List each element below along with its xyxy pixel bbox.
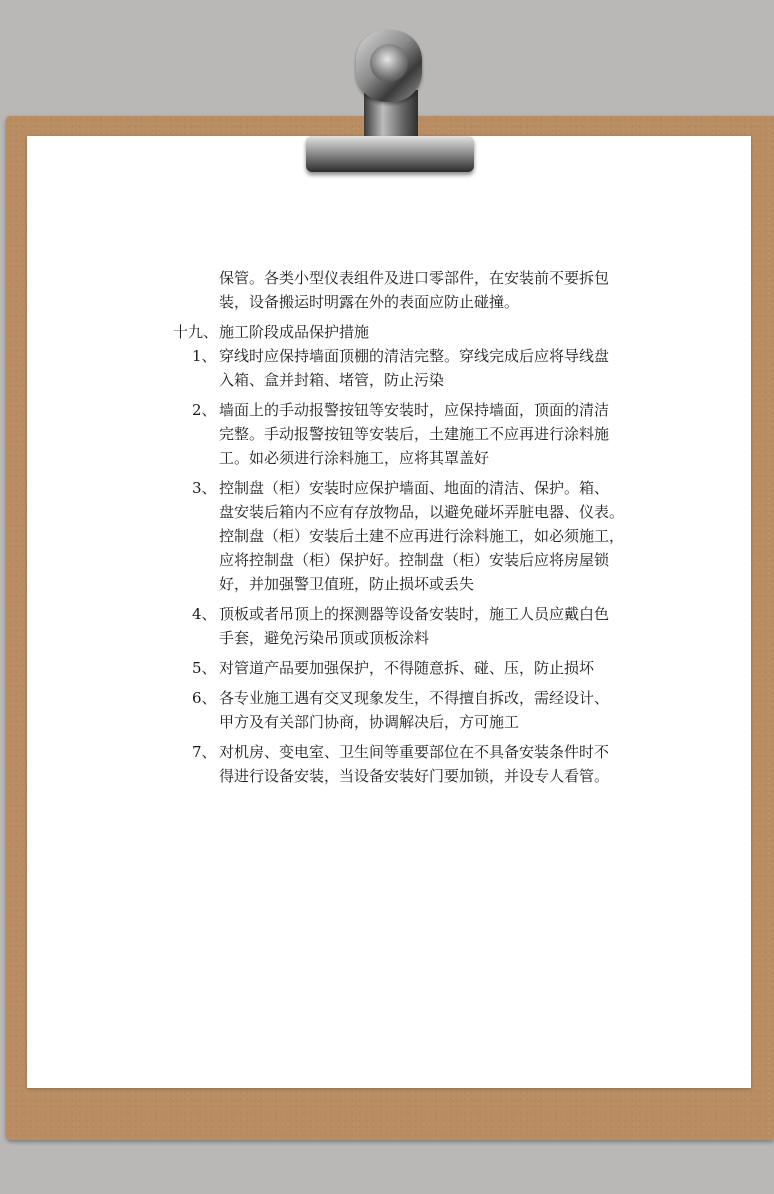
list-item-number: 5、 xyxy=(192,659,217,677)
list-item-line: 控制盘（柜）安装后土建不应再进行涂料施工，如必须施工， xyxy=(219,527,625,545)
intro-line: 保管。各类小型仪表组件及进口零部件，在安装前不要拆包 xyxy=(219,269,610,287)
list-item-line: 得进行设备安装，当设备安装好门要加锁，并设专人看管。 xyxy=(219,767,610,785)
list-item-line: 对管道产品要加强保护，不得随意拆、碰、压，防止损坏 xyxy=(219,659,595,677)
list-item-line: 墙面上的手动报警按钮等安装时，应保持墙面，顶面的清洁 xyxy=(219,401,610,419)
list-item-line: 应将控制盘（柜）保护好。控制盘（柜）安装后应将房屋锁 xyxy=(219,551,610,569)
list-item-line: 甲方及有关部门协商，协调解决后，方可施工 xyxy=(219,713,520,731)
list-item-line: 对机房、变电室、卫生间等重要部位在不具备安装条件时不 xyxy=(219,743,610,761)
list-item-number: 1、 xyxy=(192,347,217,365)
list-item-line: 手套，避免污染吊顶或顶板涂料 xyxy=(219,629,430,647)
section-number: 十九、 xyxy=(173,323,219,341)
list-item-line: 顶板或者吊顶上的探测器等设备安装时，施工人员应戴白色 xyxy=(219,605,610,623)
list-item-line: 控制盘（柜）安装时应保护墙面、地面的清洁、保护。箱、 xyxy=(219,479,610,497)
list-item-line: 完整。手动报警按钮等安装后，土建施工不应再进行涂料施 xyxy=(219,425,610,443)
section-title: 施工阶段成品保护措施 xyxy=(219,323,370,341)
list-item-line: 工。如必须进行涂料施工，应将其罩盖好 xyxy=(219,449,490,467)
intro-line: 装，设备搬运时明露在外的表面应防止碰撞。 xyxy=(219,293,520,311)
list-item-line: 各专业施工遇有交叉现象发生，不得擅自拆改，需经设计、 xyxy=(219,689,610,707)
list-item-number: 3、 xyxy=(192,479,217,497)
list-item-line: 穿线时应保持墙面顶棚的清洁完整。穿线完成后应将导线盘 xyxy=(219,347,610,365)
list-item-number: 4、 xyxy=(192,605,217,623)
list-item-line: 入箱、盒并封箱、堵管，防止污染 xyxy=(219,371,445,389)
list-item-line: 好，并加强警卫值班，防止损坏或丢失 xyxy=(219,575,475,593)
list-item-number: 6、 xyxy=(192,689,217,707)
list-item-line: 盘安装后箱内不应有存放物品，以避免碰坏弄脏电器、仪表。 xyxy=(219,503,625,521)
list-item-number: 2、 xyxy=(192,401,217,419)
list-item-number: 7、 xyxy=(192,743,217,761)
